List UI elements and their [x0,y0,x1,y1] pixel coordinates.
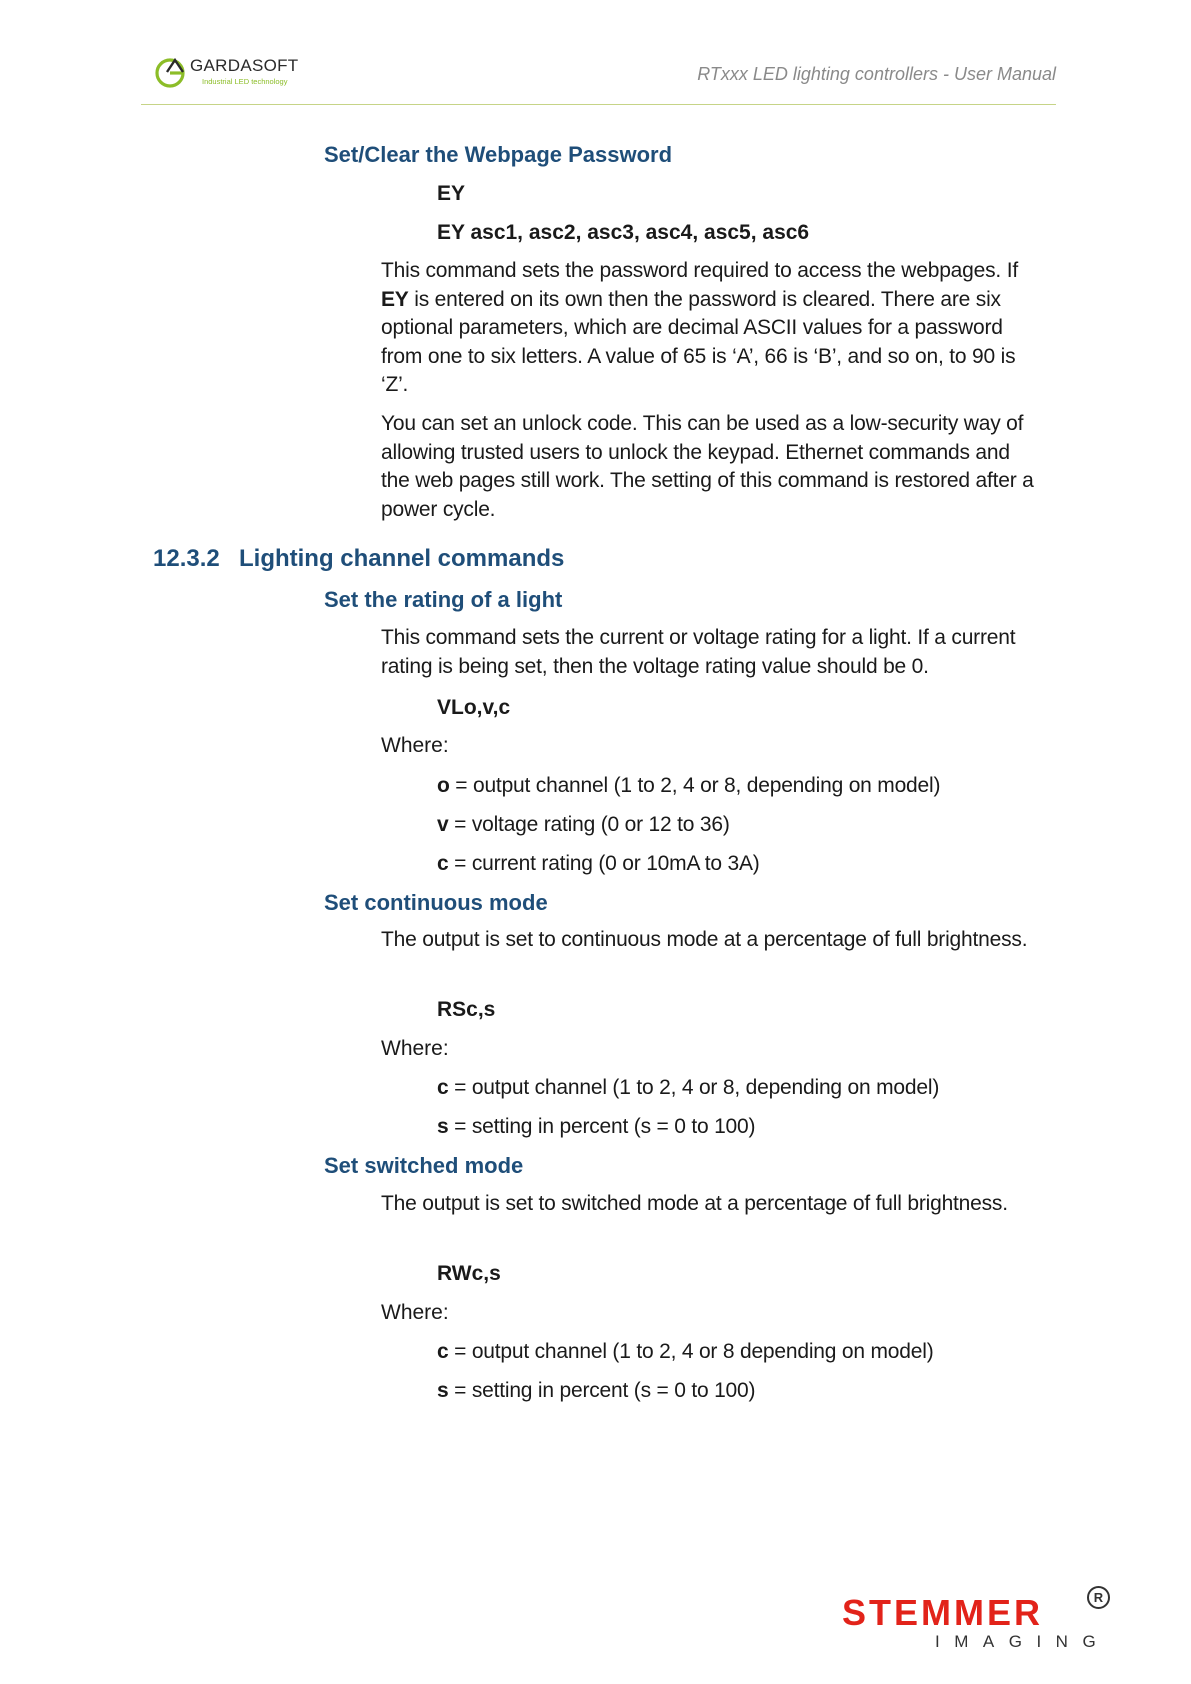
rating-param-o [437,774,940,798]
heading-switched-mode: Set switched mode [324,1153,524,1178]
command-rs: RSc,s [437,998,496,1021]
rating-description: This command sets the current or voltage rating for a light. If a current rating is being set, then the voltage rating value should be 0. [381,626,1016,678]
logo-name: GARDASOFT [190,56,299,75]
param-text: = current rating (0 or 10mA to 3A) [448,852,760,875]
password-description-part2: is entered on its own then the password is cleared. There are six optional parameters, which are decimal ASCII values for a password from one to six letters. A value of 65 is ‘A’, 66 is ‘B’, and so on, to 90 is ‘Z’. [381,287,1016,396]
switched-param-c [437,1340,934,1364]
document-title: RTxxx LED lighting controllers - User Manual [697,64,1056,84]
heading-continuous-mode: Set continuous mode [324,890,548,915]
rating-param-c [437,852,760,876]
param-text: = setting in percent (s = 0 to 100) [448,1115,756,1138]
logo-tagline: Industrial LED technology [202,77,288,86]
section-number: 12.3.2 [153,545,220,572]
continuous-description: The output is set to continuous mode at a percentage of full brightness. [381,928,1028,951]
gardasoft-g-icon [153,56,189,90]
heading-set-clear-password: Set/Clear the Webpage Password [324,142,673,167]
continuous-param-c [437,1076,939,1100]
rating-where-label: Where: [381,734,449,757]
continuous-param-s [437,1115,755,1139]
command-ey: EY [437,182,466,205]
stemmer-wordmark: STEMMER [842,1592,1043,1633]
param-key: c [437,1076,449,1099]
param-key: o [437,774,450,797]
param-key: c [437,1340,449,1363]
registered-mark-icon: R [1087,1586,1110,1609]
section-title: Lighting channel commands [239,545,565,572]
password-description [381,257,1041,400]
rating-param-v [437,813,730,837]
password-description-bold: EY [381,287,409,311]
switched-param-s [437,1379,755,1403]
continuous-where-label: Where: [381,1037,449,1060]
param-key: v [437,813,449,836]
command-vl: VLo,v,c [437,696,511,719]
param-text: = voltage rating (0 or 12 to 36) [448,813,730,836]
param-text: = setting in percent (s = 0 to 100) [448,1379,756,1402]
heading-set-rating: Set the rating of a light [324,587,563,612]
param-text: = output channel (1 to 2, 4 or 8, depending on model) [449,774,941,797]
param-text: = output channel (1 to 2, 4 or 8 depending on model) [448,1340,934,1363]
switched-where-label: Where: [381,1301,449,1324]
param-key: s [437,1115,449,1138]
unlock-code-description: You can set an unlock code. This can be used as a low-security way of allowing trusted users to unlock the keypad. Ethernet commands and the web pages still work. The setting of this command is restored after a power cycle. [381,412,1034,521]
password-description-part1: This command sets the password required to access the webpages. If [381,259,1018,282]
param-key: c [437,852,449,875]
param-key: s [437,1379,449,1402]
imaging-wordmark: IMAGING [935,1632,1111,1651]
command-ey-params: EY asc1, asc2, asc3, asc4, asc5, asc6 [437,221,810,244]
header-rule [141,104,1056,105]
stemmer-imaging-logo [842,1592,1112,1652]
param-text: = output channel (1 to 2, 4 or 8, depending on model) [448,1076,940,1099]
page-header [141,50,1056,106]
section-heading [153,545,564,573]
gardasoft-logo [153,54,323,100]
switched-description: The output is set to switched mode at a percentage of full brightness. [381,1192,1008,1215]
command-rw: RWc,s [437,1262,501,1285]
